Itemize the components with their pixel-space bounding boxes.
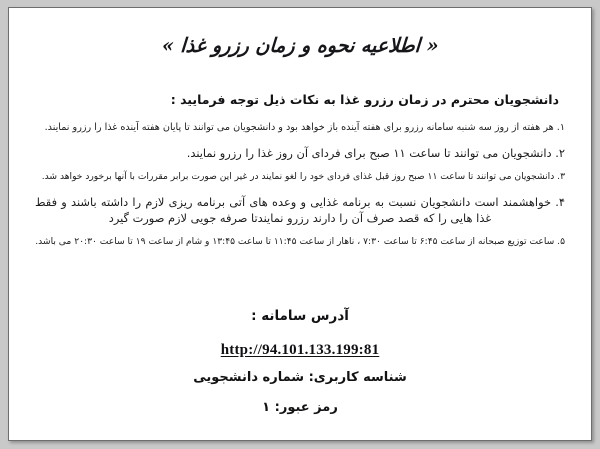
title-row	[9, 35, 591, 57]
notice-item: ۳. دانشجویان می توانند تا ساعت ۱۱ صبح روز قبل غذای فردای خود را لغو نمایند در غیر این صورت برابر مقررات با آنها برخورد خواهد شد.	[41, 171, 565, 182]
system-url-row	[9, 339, 591, 359]
notice-item: ۲. دانشجویان می توانند تا ساعت ۱۱ صبح برای فردای آن روز غذا را رزرو نمایند.	[186, 145, 565, 160]
address-heading: آدرس سامانه :	[251, 308, 349, 324]
notice-item: ۴. خواهشمند است دانشجویان نسبت به برنامه غذایی و وعده های آتی برنامه ریزی لازم را داشته باشند و فقط غذا هایی را که قصد صرف آن را دارند رزرو نمایندتا صرفه جویی لازم صورت گیرد	[35, 194, 565, 226]
system-url-link[interactable]: http://94.101.133.199:81	[220, 342, 380, 358]
password-line: رمز عبور: ۱	[262, 400, 338, 415]
username-line: شناسه کاربری: شماره دانشجویی	[193, 370, 407, 385]
document-body	[9, 8, 591, 440]
notice-item: ۱. هر هفته از روز سه شنبه سامانه رزرو برای هفته آینده باز خواهد بود و دانشجویان می توانند تا پایان هفته آینده غذا را رزرو نمایند.	[44, 122, 565, 133]
notice-item: ۵. ساعت توزیع صبحانه از ساعت ۶:۴۵ تا ساعت ۷:۳۰ ، ناهار از ساعت ۱۱:۴۵ تا ساعت ۱۳:۴۵ و شام از ساعت ۱۹ تا ساعت ۲۰:۳۰ می باشد.	[35, 237, 565, 248]
document-page	[8, 7, 592, 441]
lead-heading: دانشجویان محترم در زمان رزرو غذا به نکات ذیل توجه فرمایید :	[170, 92, 559, 107]
notice-list	[35, 121, 565, 259]
document-title: « اطلاعیه نحوه و زمان رزرو غذا »	[160, 34, 440, 58]
